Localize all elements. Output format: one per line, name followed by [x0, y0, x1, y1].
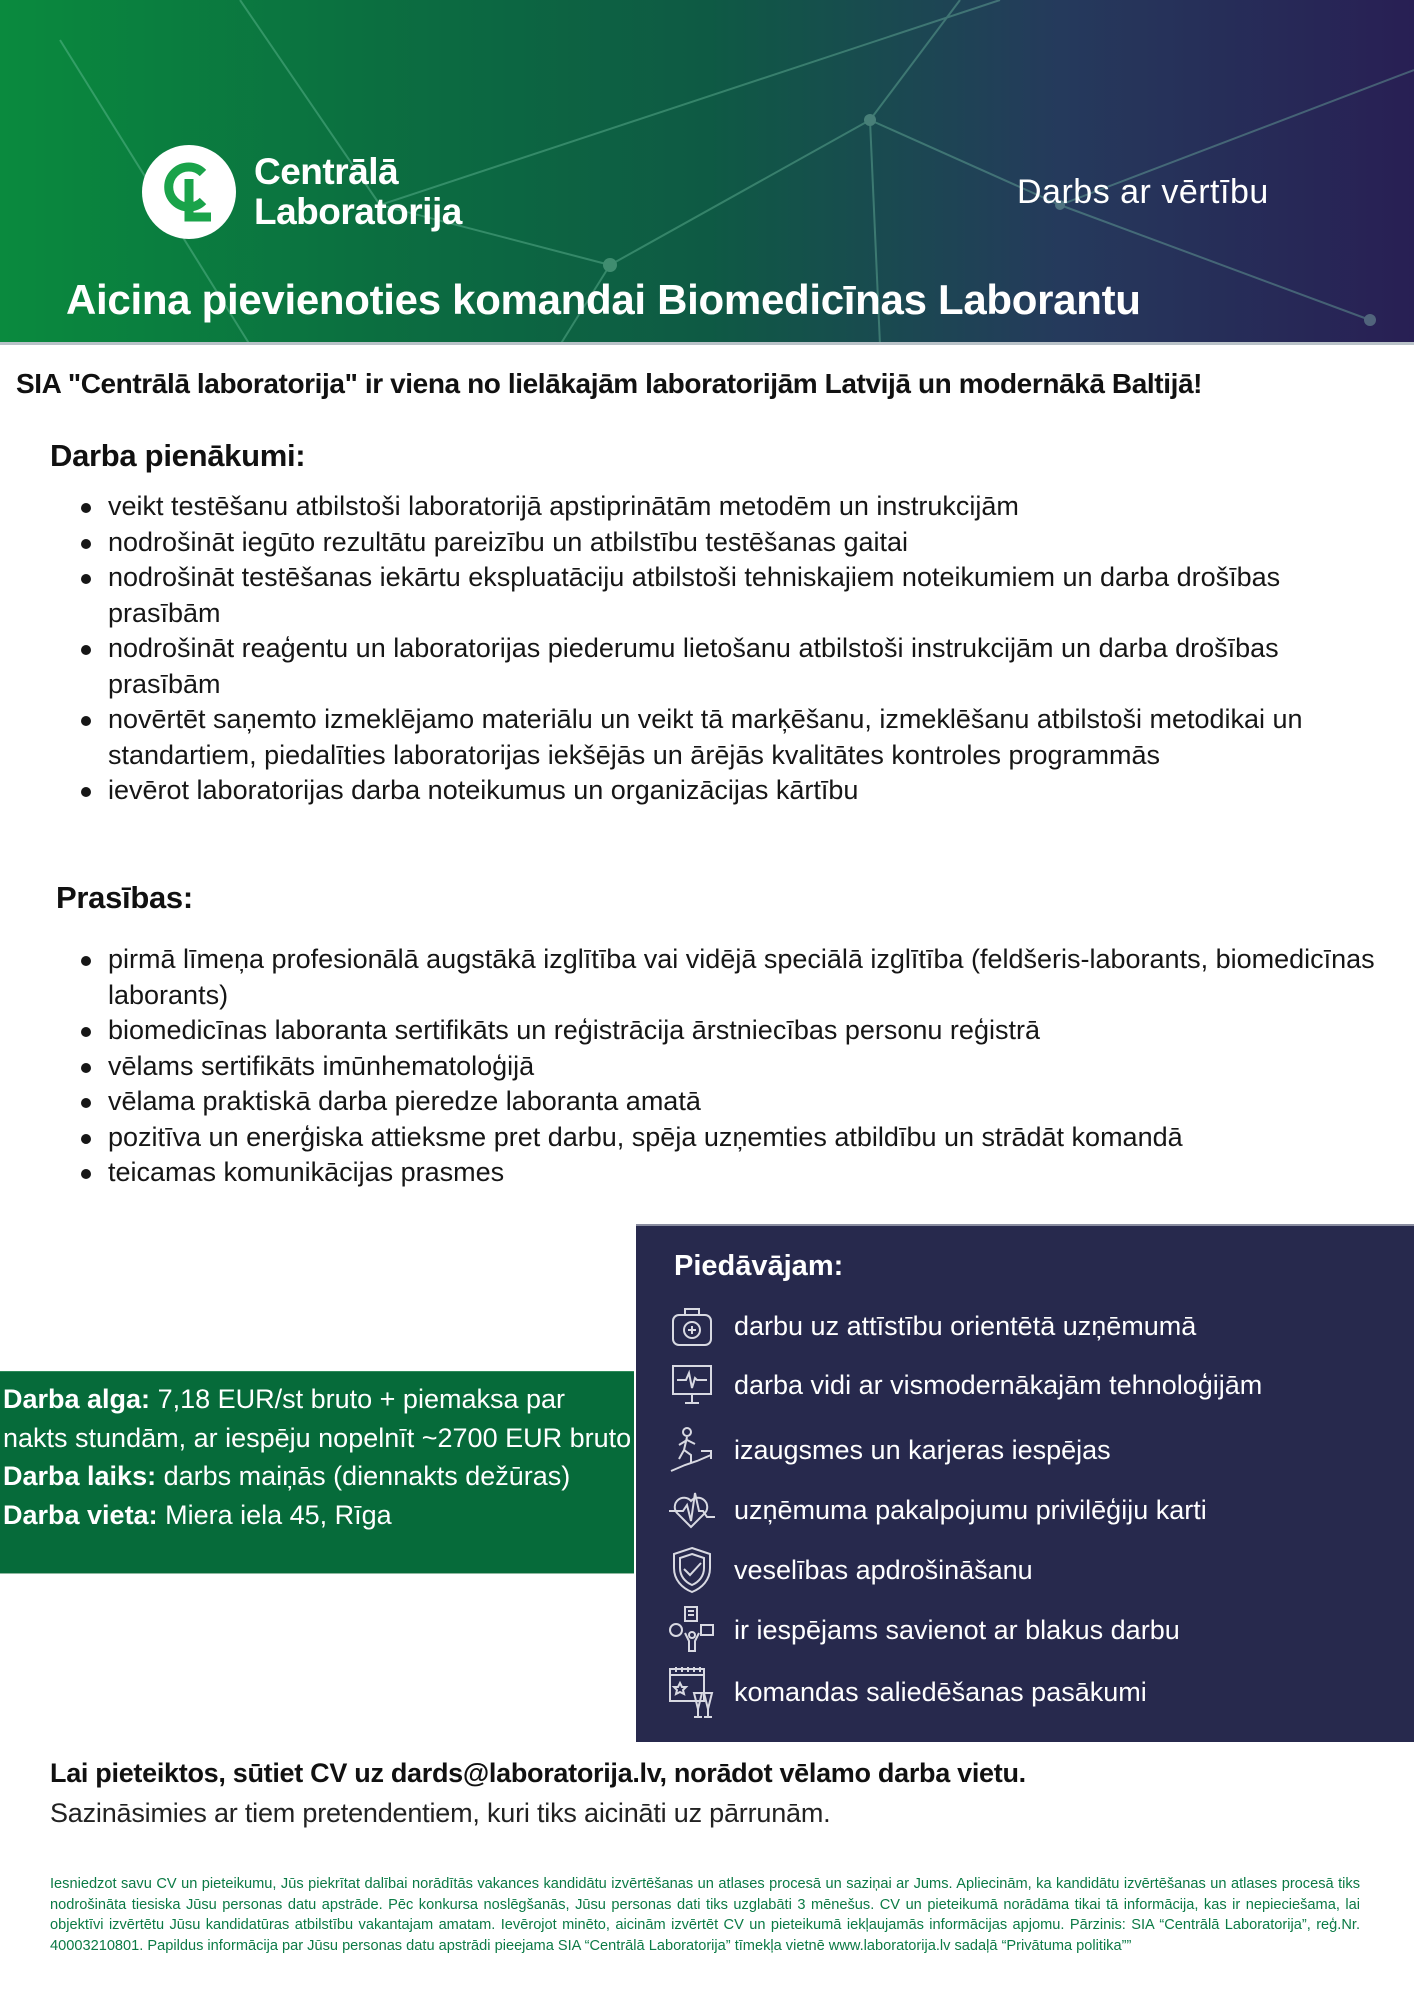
tagline: Darbs ar vērtību [1017, 173, 1269, 211]
logo-mark-icon [142, 145, 236, 239]
list-item: novērtēt saņemto izmeklējamo materiālu un veikt tā marķēšanu, izmeklēšanu atbilstoši metodikai un standartiem, piedalīties laboratorijas iekšējās un ārējās kvalitātes kontroles programmās [48, 702, 1368, 773]
offer-text: uzņēmuma pakalpojumu privilēģiju karti [734, 1494, 1207, 1525]
offer-text: veselības apdrošināšanu [734, 1554, 1033, 1585]
salary-row [3, 1380, 634, 1457]
offer-item [664, 1482, 1207, 1538]
offer-heading: Piedāvājam: [674, 1250, 844, 1282]
offer-item [664, 1298, 1196, 1354]
climbing-stairs-icon [664, 1422, 720, 1478]
list-item: veikt testēšanu atbilstoši laboratorijā apstiprinātām metodēm un instrukcijām [48, 489, 1368, 525]
list-item: ievērot laboratorijas darba noteikumus un organizācijas kārtību [48, 773, 1368, 809]
offer-item [664, 1602, 1180, 1658]
logo-line-2: Laboratorija [254, 191, 462, 232]
job-info-box [0, 1371, 634, 1574]
list-item: nodrošināt iegūto rezultātu pareizību un atbilstību testēšanas gaitai [48, 525, 1368, 561]
list-item: pirmā līmeņa profesionālā augstākā izglītība vai vidējā speciālā izglītība (feldšeris-laborants, biomedicīnas laborants) [48, 942, 1378, 1013]
list-item: nodrošināt testēšanas iekārtu ekspluatāciju atbilstoši tehniskajiem noteikumiem un darba drošības prasībām [48, 560, 1368, 631]
offer-text: darba vidi ar vismodernākajām tehnoloģijām [734, 1369, 1263, 1400]
location-label: Darba vieta: [3, 1499, 158, 1530]
offer-text: izaugsmes un karjeras iespējas [734, 1434, 1111, 1465]
list-item: nodrošināt reaģentu un laboratorijas piederumu lietošanu atbilstoši instrukcijām un darba drošības prasībām [48, 631, 1368, 702]
shield-check-icon [664, 1542, 720, 1598]
header-divider [0, 342, 1414, 345]
work-balance-icon [664, 1602, 720, 1658]
hours-label: Darba laiks: [3, 1461, 157, 1491]
offer-item [664, 1357, 1262, 1413]
offer-item [664, 1664, 1147, 1720]
duties-list [48, 489, 1368, 809]
hours-value: darbs maiņās (diennakts dežūras) [156, 1461, 571, 1491]
heart-pulse-icon [664, 1482, 720, 1538]
offer-item [664, 1542, 1033, 1598]
offer-text: ir iespējams savienot ar blakus darbu [734, 1614, 1180, 1645]
offer-item [664, 1422, 1111, 1478]
company-logo [142, 145, 462, 239]
logo-wordmark [254, 152, 462, 232]
offer-box [636, 1224, 1414, 1742]
location-row [3, 1496, 634, 1535]
requirements-heading: Prasības: [56, 880, 193, 915]
list-item: biomedicīnas laboranta sertifikāts un reģistrācija ārstniecības personu reģistrā [48, 1013, 1378, 1049]
logo-line-1: Centrālā [254, 151, 399, 192]
duties-heading: Darba pienākumi: [50, 438, 306, 473]
intro-statement: SIA "Centrālā laboratorija" ir viena no lielākajām laboratorijām Latvijā un modernākā Baltijā! [16, 368, 1203, 399]
apply-instructions: Lai pieteiktos, sūtiet CV uz dards@laboratorija.lv, norādot vēlamo darba vietu. [50, 1758, 1026, 1788]
offer-text: darbu uz attīstību orientētā uzņēmumā [734, 1310, 1197, 1341]
list-item: vēlama praktiskā darba pieredze laboranta amatā [48, 1084, 1378, 1120]
list-item: vēlams sertifikāts imūnhematoloģijā [48, 1049, 1378, 1085]
privacy-notice: Iesniedzot savu CV un pieteikumu, Jūs piekrītat dalībai norādītās vakances kandidātu izvērtēšanas un atlases procesā un saziņai ar Jums. Apliecinām, ka kandidātu izvērtēšanas un atlases procesā tiks nodrošināta tiesiska Jūsu personas datu apstrāde. Pēc konkursa noslēgšanās, Jūsu personas dati tiks uzglabāti 3 mēnešus. CV un pieteikumā norādāma tikai tā informācija, kas ir nepieciešama, lai objektīvi izvērtētu Jūsu kandidatūras atbilstību vakantajam amatam. Ievērojot minēto, aicinām izvērtēt CV un pieteikumā iekļaujamās informācijas apjomu. Pārzinis: SIA “Centrālā Laboratorija”, reģ.Nr. 40003210801. Papildus informācija par Jūsu personas datu apstrādi pieejama SIA “Centrālā Laboratorija” tīmekļa vietnē www.laboratorija.lv sadaļā “Privātuma politika”” [50, 1876, 1360, 1954]
salary-label: Darba alga: [3, 1384, 151, 1414]
header-banner [0, 0, 1414, 345]
medical-briefcase-icon [664, 1298, 720, 1354]
monitor-heartbeat-icon [664, 1357, 720, 1413]
salary-value: 7,18 EUR/st bruto + piemaksa par nakts stundām, ar iespēju nopelnīt ~2700 EUR bruto [3, 1384, 632, 1453]
offer-text: komandas saliedēšanas pasākumi [734, 1676, 1147, 1707]
contact-note: Sazināsimies ar tiem pretendentiem, kuri tiks aicināti uz pārrunām. [50, 1798, 831, 1828]
requirements-list [48, 942, 1378, 1191]
list-item: pozitīva un enerģiska attieksme pret darbu, spēja uzņemties atbildību un strādāt komandā [48, 1120, 1378, 1156]
hours-row [3, 1457, 634, 1496]
page-title: Aicina pievienoties komandai Biomedicīnas Laborantu [66, 276, 1141, 323]
location-value: Miera iela 45, Rīga [157, 1499, 392, 1530]
list-item: teicamas komunikācijas prasmes [48, 1155, 1378, 1191]
calendar-celebration-icon [664, 1664, 720, 1720]
